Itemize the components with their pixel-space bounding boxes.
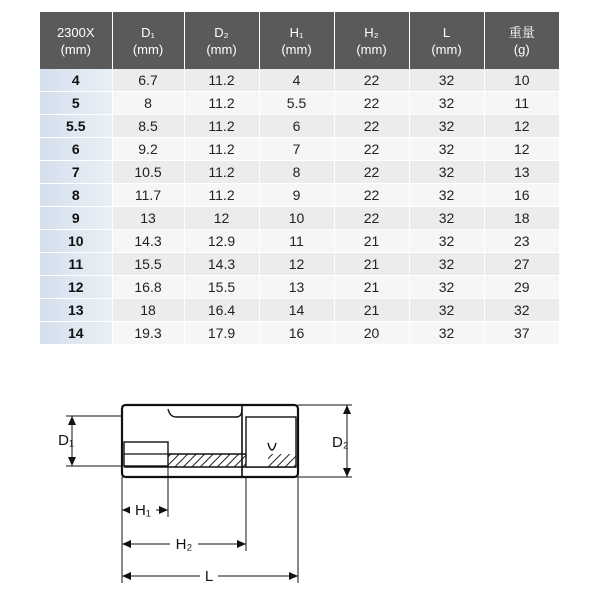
cell-h2: 22: [334, 92, 409, 115]
cell-d1: 16.8: [112, 276, 184, 299]
cell-size: 6: [40, 138, 112, 161]
header-d1: [112, 12, 184, 69]
cell-d1: 15.5: [112, 253, 184, 276]
cell-h1: 10: [259, 207, 334, 230]
header-h1-label: H₁: [289, 24, 304, 40]
detent-hatch: [268, 454, 296, 467]
cell-h2: 22: [334, 69, 409, 92]
dimension-d1: [58, 416, 122, 466]
cell-weight: 12: [484, 138, 559, 161]
cell-d2: 11.2: [184, 161, 259, 184]
h1-label: H₁: [135, 502, 151, 519]
header-size-unit: (mm): [60, 41, 91, 57]
cell-h2: 20: [334, 322, 409, 345]
table-row: [40, 92, 559, 115]
cell-l: 32: [409, 253, 484, 276]
cell-l: 32: [409, 230, 484, 253]
cell-d2: 12.9: [184, 230, 259, 253]
cell-l: 32: [409, 322, 484, 345]
table-body: [40, 69, 559, 345]
table-row: [40, 184, 559, 207]
cell-d1: 19.3: [112, 322, 184, 345]
socket-body: [122, 405, 298, 477]
header-d2-unit: (mm): [206, 41, 237, 57]
cell-d2: 11.2: [184, 138, 259, 161]
socket-dimension-diagram: [0, 395, 600, 600]
cell-l: 32: [409, 161, 484, 184]
header-l-label: L: [442, 24, 451, 40]
header-l: [409, 12, 484, 69]
d2-arrow-bottom-icon: [343, 468, 351, 477]
header-d1-unit: (mm): [132, 41, 164, 57]
cell-h2: 22: [334, 184, 409, 207]
l-arrow-left-icon: [122, 572, 131, 580]
cell-weight: 27: [484, 253, 559, 276]
header-h2: [334, 12, 409, 69]
table-row: [40, 138, 559, 161]
cell-h1: 11: [259, 230, 334, 253]
cell-l: 32: [409, 299, 484, 322]
cell-size: 10: [40, 230, 112, 253]
cell-l: 32: [409, 138, 484, 161]
cell-d2: 16.4: [184, 299, 259, 322]
d1-arrow-top-icon: [68, 416, 76, 425]
cell-h2: 21: [334, 299, 409, 322]
cell-d1: 8: [112, 92, 184, 115]
cell-size: 13: [40, 299, 112, 322]
cell-l: 32: [409, 92, 484, 115]
cell-weight: 12: [484, 115, 559, 138]
cell-l: 32: [409, 276, 484, 299]
h1-arrow-right-icon: [159, 506, 168, 514]
cell-d1: 11.7: [112, 184, 184, 207]
header-h2-label: H₂: [364, 24, 379, 40]
cell-h2: 21: [334, 230, 409, 253]
cell-h1: 5.5: [259, 92, 334, 115]
cell-weight: 16: [484, 184, 559, 207]
cell-d1: 6.7: [112, 69, 184, 92]
cell-h1: 7: [259, 138, 334, 161]
cell-h1: 13: [259, 276, 334, 299]
cell-size: 11: [40, 253, 112, 276]
cell-size: 14: [40, 322, 112, 345]
cell-l: 32: [409, 184, 484, 207]
cell-d2: 11.2: [184, 184, 259, 207]
table-header-row: [40, 12, 559, 69]
header-h2-unit: (mm): [356, 41, 387, 57]
header-size: [40, 12, 112, 69]
cell-size: 4: [40, 69, 112, 92]
cell-size: 5.5: [40, 115, 112, 138]
h2-label: H₂: [175, 536, 193, 553]
table-row: [40, 69, 559, 92]
cell-size: 5: [40, 92, 112, 115]
header-d2: [184, 12, 259, 69]
cell-h1: 4: [259, 69, 334, 92]
cell-weight: 32: [484, 299, 559, 322]
cell-d2: 14.3: [184, 253, 259, 276]
dimension-l: [122, 477, 298, 585]
cell-d2: 11.2: [184, 92, 259, 115]
h2-arrow-right-icon: [237, 540, 246, 548]
cell-h1: 12: [259, 253, 334, 276]
cell-d1: 8.5: [112, 115, 184, 138]
cell-weight: 10: [484, 69, 559, 92]
table-row: [40, 253, 559, 276]
cell-size: 7: [40, 161, 112, 184]
table-row: [40, 115, 559, 138]
cell-d1: 18: [112, 299, 184, 322]
cell-size: 8: [40, 184, 112, 207]
table-row: [40, 322, 559, 345]
header-h1: [259, 12, 334, 69]
d2-label: D₂: [332, 434, 349, 451]
cell-d2: 17.9: [184, 322, 259, 345]
header-weight-unit: (g): [513, 41, 530, 57]
cell-size: 9: [40, 207, 112, 230]
l-arrow-right-icon: [289, 572, 298, 580]
h2-arrow-left-icon: [122, 540, 131, 548]
cell-d1: 10.5: [112, 161, 184, 184]
cell-d2: 15.5: [184, 276, 259, 299]
table-row: [40, 276, 559, 299]
cell-l: 32: [409, 207, 484, 230]
table-row: [40, 230, 559, 253]
cell-l: 32: [409, 69, 484, 92]
header-d2-label: D₂: [214, 24, 229, 40]
cell-h2: 22: [334, 207, 409, 230]
table-row: [40, 299, 559, 322]
cell-h2: 21: [334, 276, 409, 299]
l-label: L: [204, 568, 214, 585]
cell-weight: 18: [484, 207, 559, 230]
socket-spec-table: [40, 12, 559, 345]
cell-d2: 12: [184, 207, 259, 230]
header-size-label: 2300X: [56, 24, 95, 40]
cell-h1: 16: [259, 322, 334, 345]
cell-h2: 22: [334, 115, 409, 138]
cell-h2: 21: [334, 253, 409, 276]
cell-d1: 9.2: [112, 138, 184, 161]
header-h1-unit: (mm): [281, 41, 312, 57]
d1-arrow-bottom-icon: [68, 457, 76, 466]
cell-h1: 14: [259, 299, 334, 322]
cell-d1: 14.3: [112, 230, 184, 253]
d1-label: D₁: [58, 432, 74, 449]
cell-h1: 8: [259, 161, 334, 184]
cell-d1: 13: [112, 207, 184, 230]
cell-weight: 37: [484, 322, 559, 345]
cell-weight: 11: [484, 92, 559, 115]
cell-weight: 13: [484, 161, 559, 184]
table-row: [40, 207, 559, 230]
table-row: [40, 161, 559, 184]
header-weight: [484, 12, 559, 69]
cell-weight: 23: [484, 230, 559, 253]
header-l-unit: (mm): [431, 41, 462, 57]
cell-d2: 11.2: [184, 69, 259, 92]
cell-size: 12: [40, 276, 112, 299]
cell-h1: 9: [259, 184, 334, 207]
cell-d2: 11.2: [184, 115, 259, 138]
cell-h1: 6: [259, 115, 334, 138]
cell-h2: 22: [334, 138, 409, 161]
h1-arrow-left-icon: [122, 506, 131, 514]
d2-arrow-top-icon: [343, 405, 351, 414]
dimension-d2: [298, 405, 352, 477]
cell-h2: 22: [334, 161, 409, 184]
cell-weight: 29: [484, 276, 559, 299]
header-weight-label: 重量: [508, 24, 535, 40]
cell-l: 32: [409, 115, 484, 138]
header-d1-label: D₁: [141, 24, 155, 40]
